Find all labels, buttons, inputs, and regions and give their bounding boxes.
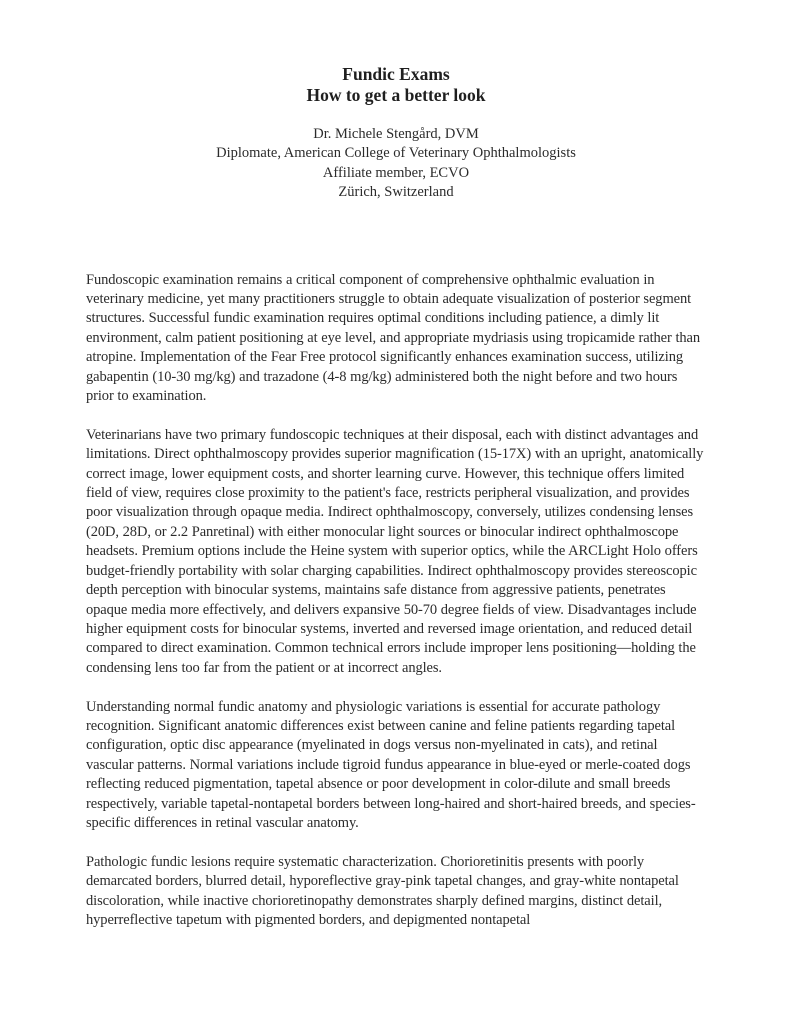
paragraph-techniques: Veterinarians have two primary fundoscopic techniques at their disposal, each with distinct advantages and limitations. Direct ophthalmoscopy provides superior magnification (15-17X) with an upright, anatomically correct image, lower equipment costs, and shorter learning curve. However, this technique offers limited field of view, requires close proximity to the patient's face, restricts peripheral visualization, and provides poor visualization through opaque media. Indirect ophthalmoscopy, conversely, utilizes condensing lenses (20D, 28D, or 2.2 Panretinal) with either monocular light sources or binocular indirect ophthalmoscope headsets. Premium options include the Heine system with superior optics, while the ARCLight Holo offers budget-friendly portability with solar charging capabilities. Indirect ophthalmoscopy provides stereoscopic depth perception with binocular systems, maintains safe distance from aggressive patients, penetrates opaque media more effectively, and delivers expansive 50-70 degree fields of view. Disadvantages include higher equipment costs for binocular systems, inverted and reversed image orientation, and reduced detail compared to direct examination. Common technical errors include improper lens positioning—holding the condensing lens too far from the patient or at incorrect angles.	[86, 426, 704, 676]
document-body	[86, 271, 706, 931]
author-name: Dr. Michele Stengård, DVM	[313, 126, 479, 142]
author-credential-ecvo: Affiliate member, ECVO	[322, 164, 470, 181]
document-header	[86, 64, 706, 203]
document-title	[86, 64, 706, 106]
author-block	[86, 125, 706, 203]
title-line-2: How to get a better look	[306, 85, 486, 105]
author-location: Zürich, Switzerland	[338, 184, 454, 201]
title-line-1: Fundic Exams	[342, 64, 450, 84]
paragraph-intro-conditions: Fundoscopic examination remains a critical component of comprehensive ophthalmic evaluation in veterinary medicine, yet many practitioners struggle to obtain adequate visualization of posterior segment structures. Successful fundic examination requires optimal conditions including patience, a dimly lit environment, calm patient positioning at eye level, and appropriate mydriasis using tropicamide rather than atropine. Implementation of the Fear Free protocol significantly enhances examination success, utilizing gabapentin (10-30 mg/kg) and trazadone (4-8 mg/kg) administered both the night before and two hours prior to examination.	[86, 271, 701, 405]
paragraph-normal-anatomy: Understanding normal fundic anatomy and physiologic variations is essential for accurate pathology recognition. Significant anatomic differences exist between canine and feline patients regarding tapetal configuration, optic disc appearance (myelinated in dogs versus non-myelinated in cats), and retinal vascular patterns. Normal variations include tigroid fundus appearance in blue-eyed or merle-coated dogs reflecting reduced pigmentation, tapetal absence or poor development in color-dilute and small breeds respectively, variable tapetal-nontapetal borders between long-haired and short-haired breeds, and species-specific differences in retinal vascular anatomy.	[86, 698, 696, 831]
author-credential-diplomate: Diplomate, American College of Veterinary Ophthalmologists	[216, 145, 576, 162]
paragraph-pathologic-lesions: Pathologic fundic lesions require systematic characterization. Chorioretinitis presents with poorly demarcated borders, blurred detail, hyporeflective gray-pink tapetal changes, and gray-white nontapetal discoloration, while inactive chorioretinopathy demonstrates sharply defined margins, distinct detail, hyperreflective tapetum with pigmented borders, and depigmented nontapetal	[86, 853, 679, 928]
